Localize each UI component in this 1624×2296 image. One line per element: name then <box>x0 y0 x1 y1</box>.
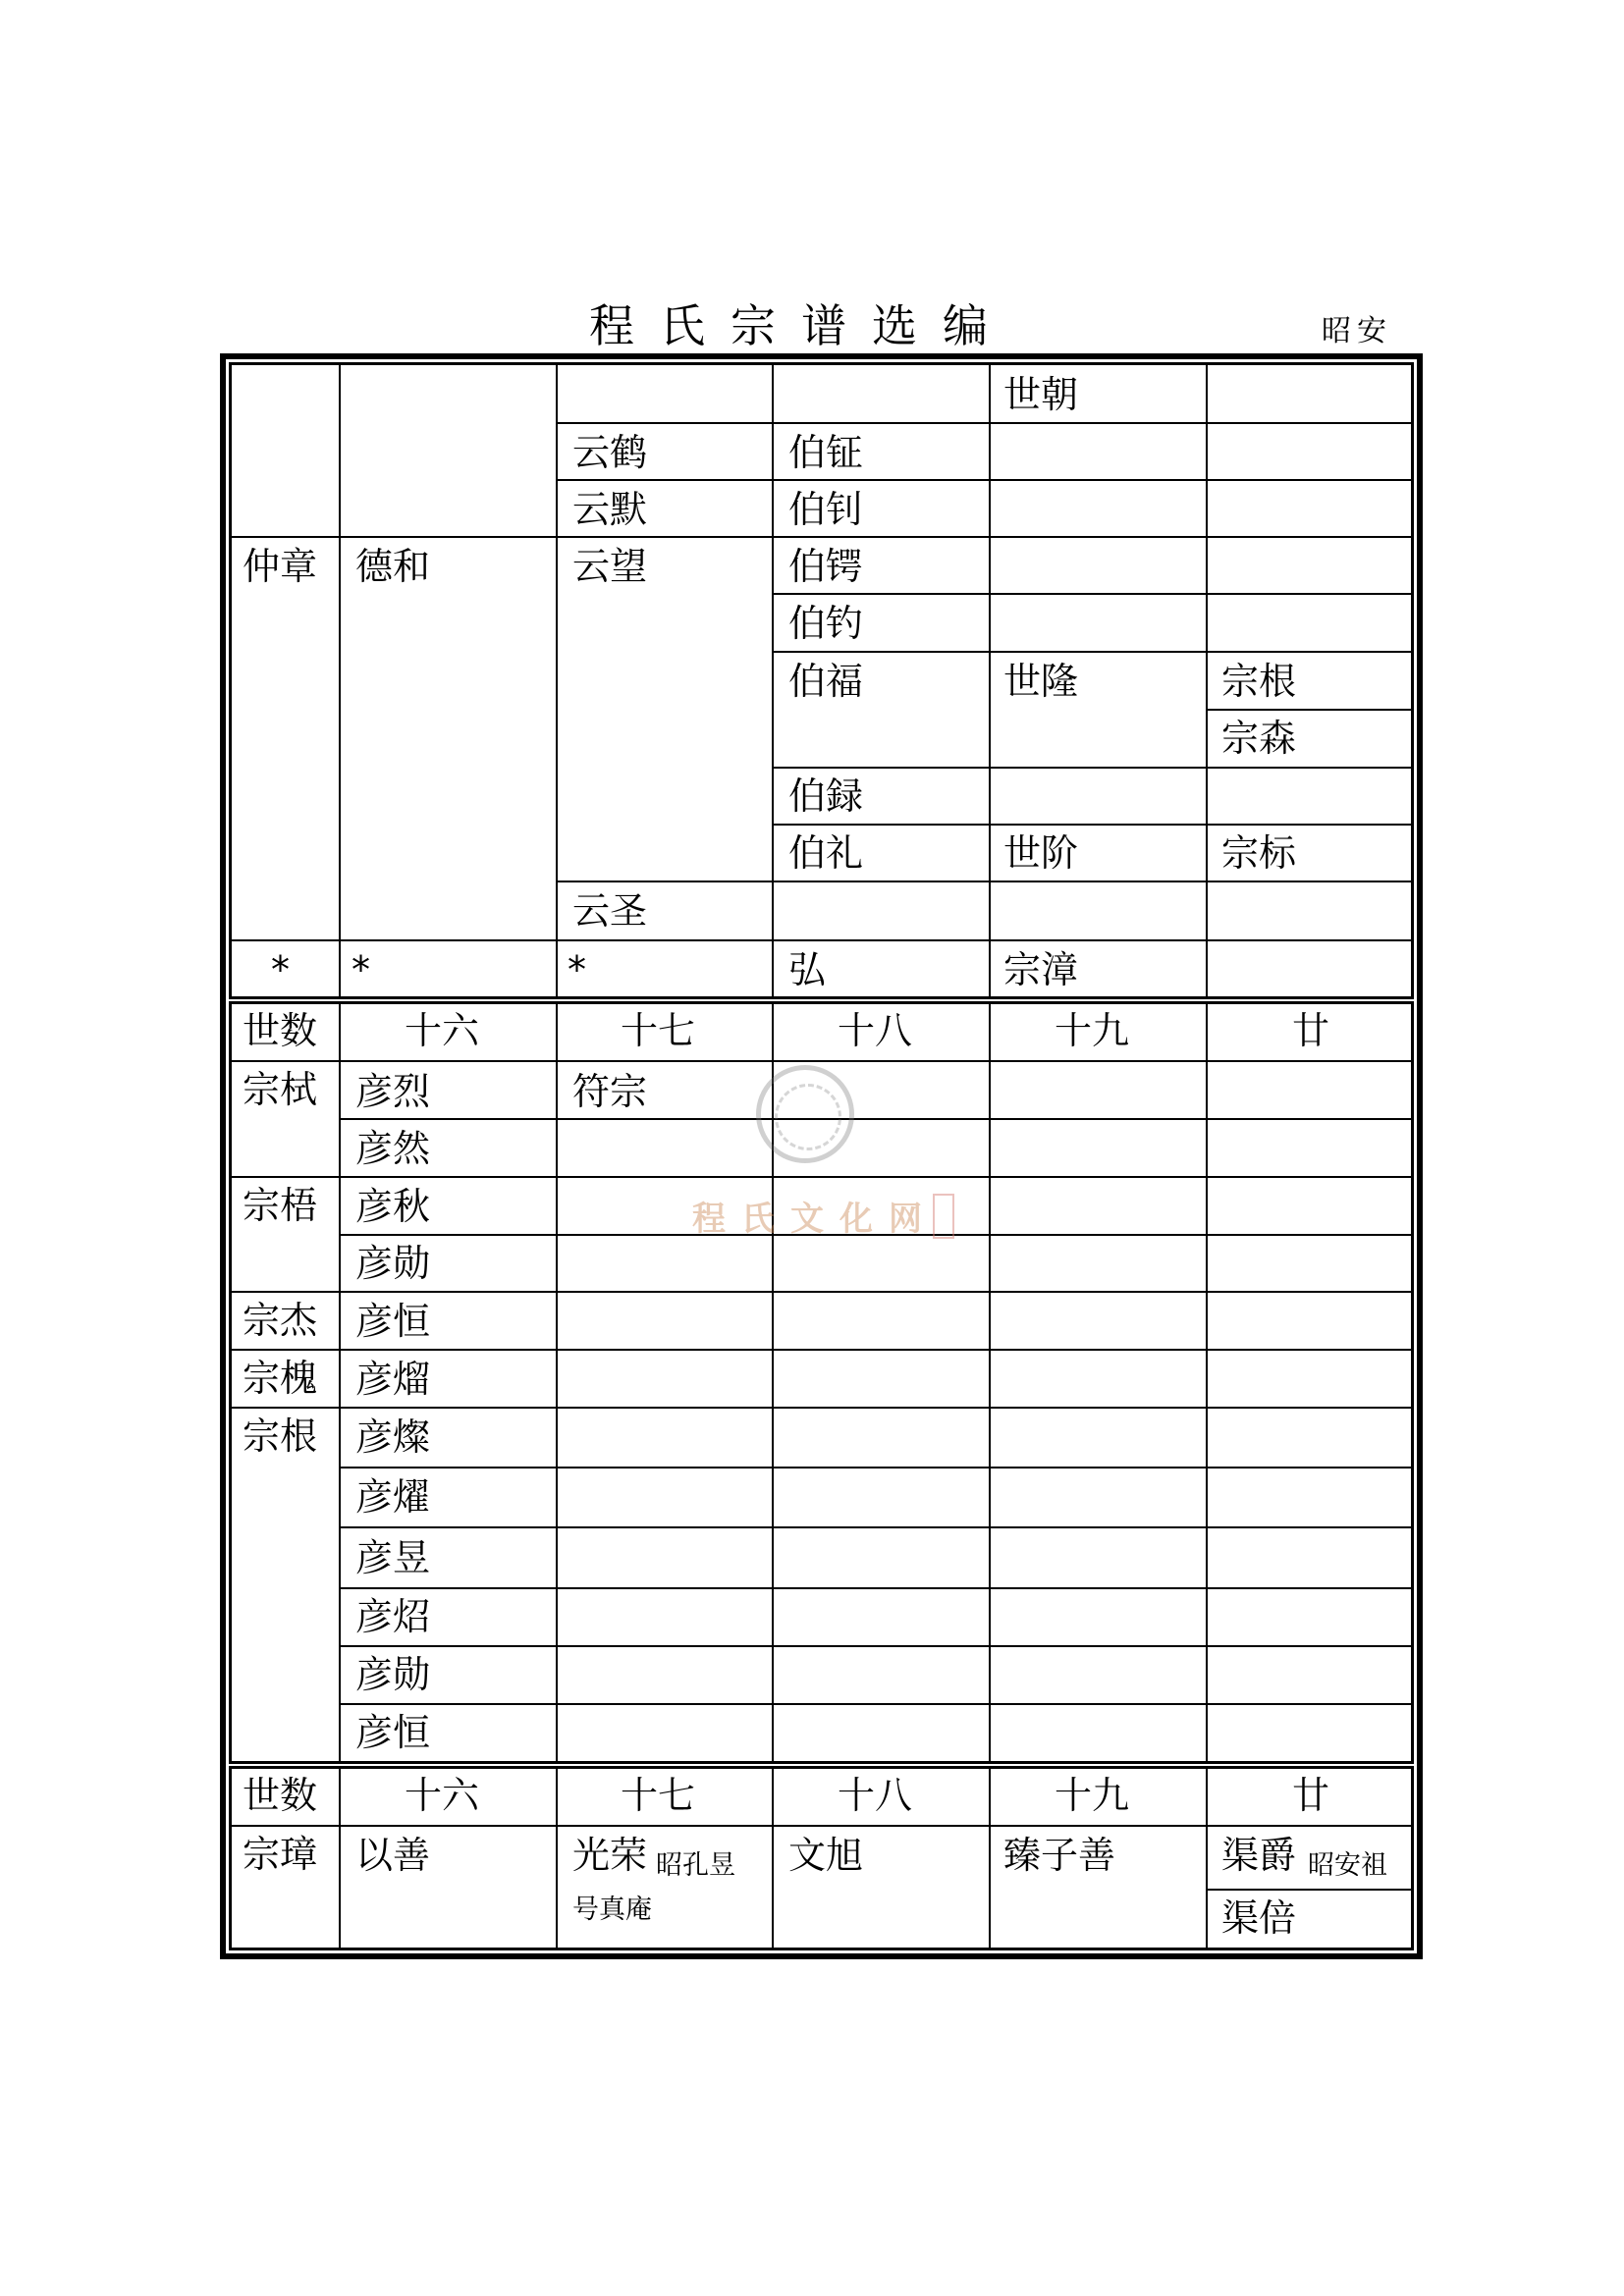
cell-a-col6: 宗森 <box>1221 717 1297 760</box>
cell-a-star: * <box>271 948 290 991</box>
cell-a-col1: 仲章 <box>243 545 318 588</box>
cell-a-col3: 云鹤 <box>572 431 648 474</box>
cell-c-col6: 渠爵 <box>1221 1834 1297 1877</box>
cell-c-col3: 光荣 <box>572 1834 648 1877</box>
cell-a-col5: 世隆 <box>1003 660 1079 703</box>
header-generation: 世数 <box>243 1009 318 1052</box>
cell-a-col4: 伯礼 <box>788 831 864 875</box>
cell-c-col1: 宗璋 <box>243 1833 318 1876</box>
cell-c-col5: 臻子善 <box>1003 1834 1116 1877</box>
cell-c-col6-note: 昭安祖 <box>1308 1850 1387 1881</box>
cell-b-col2: 彦恒 <box>355 1711 431 1754</box>
cell-a-col6: 宗根 <box>1221 660 1297 703</box>
cell-b-col1: 宗杰 <box>243 1299 318 1342</box>
cell-b-col1: 宗梧 <box>243 1184 318 1227</box>
cell-a-col6: 宗标 <box>1221 831 1297 875</box>
cell-b-col2: 彦勋 <box>355 1653 431 1696</box>
header-gen-18: 十八 <box>838 1009 913 1052</box>
cell-b-col3: 符宗 <box>572 1070 648 1113</box>
watermark-stamp-icon <box>933 1194 954 1239</box>
watermark-text: 程氏文化网 <box>692 1200 938 1239</box>
cell-a-col4: 伯録 <box>788 774 864 818</box>
cell-a-star: * <box>568 948 586 991</box>
cell-c-col3-note: 昭孔昱 <box>656 1850 735 1881</box>
cell-c-col4: 文旭 <box>788 1834 864 1877</box>
cell-a-col4: 弘 <box>788 948 827 991</box>
cell-a-col3: 云望 <box>572 545 648 588</box>
cell-a-star: * <box>352 948 370 991</box>
header-generation: 世数 <box>243 1774 318 1817</box>
watermark-seal-icon <box>756 1065 854 1163</box>
header-gen-20: 廿 <box>1292 1774 1330 1817</box>
cell-a-col4: 伯福 <box>788 660 864 703</box>
cell-b-col2: 彦秋 <box>355 1185 431 1228</box>
cell-b-col2: 彦燦 <box>355 1415 431 1459</box>
cell-a-col3: 云默 <box>572 488 648 531</box>
cell-b-col2: 彦烈 <box>355 1070 431 1113</box>
cell-a-col4: 伯钊 <box>788 488 864 531</box>
cell-b-col2: 彦然 <box>355 1127 431 1170</box>
header-gen-20: 廿 <box>1292 1009 1330 1052</box>
cell-a-col4: 伯钲 <box>788 431 864 474</box>
cell-a-col4: 伯锷 <box>788 545 864 588</box>
header-gen-16: 十六 <box>405 1774 480 1817</box>
cell-b-col2: 彦恒 <box>355 1300 431 1343</box>
header-gen-17: 十七 <box>621 1774 696 1817</box>
cell-b-col1: 宗栻 <box>243 1068 318 1111</box>
cell-c-col2: 以善 <box>355 1834 431 1877</box>
page-title: 程氏宗谱选编 <box>589 299 1013 352</box>
header-gen-19: 十九 <box>1055 1009 1130 1052</box>
cell-b-col2: 彦燿 <box>355 1475 431 1519</box>
cell-b-col2: 彦熘 <box>355 1358 431 1401</box>
cell-a-col2: 德和 <box>355 545 431 588</box>
cell-b-col2: 彦勋 <box>355 1242 431 1285</box>
cell-a-col4: 伯钓 <box>788 602 864 645</box>
cell-c-col6: 渠倍 <box>1221 1896 1297 1940</box>
cell-c-col3-note: 号真庵 <box>572 1895 652 1925</box>
cell-a-col5: 世朝 <box>1003 373 1079 416</box>
header-gen-16: 十六 <box>405 1009 480 1052</box>
region-label: 昭安 <box>1322 314 1392 348</box>
header-gen-17: 十七 <box>621 1009 696 1052</box>
cell-a-col3: 云圣 <box>572 889 648 933</box>
cell-a-col5: 宗漳 <box>1003 948 1079 991</box>
header-gen-19: 十九 <box>1055 1774 1130 1817</box>
cell-b-col1: 宗根 <box>243 1415 318 1458</box>
cell-b-col1: 宗槐 <box>243 1357 318 1400</box>
cell-a-col5: 世阶 <box>1003 831 1079 875</box>
cell-b-col2: 彦炤 <box>355 1595 431 1638</box>
header-gen-18: 十八 <box>838 1774 913 1817</box>
cell-b-col2: 彦昱 <box>355 1536 431 1579</box>
